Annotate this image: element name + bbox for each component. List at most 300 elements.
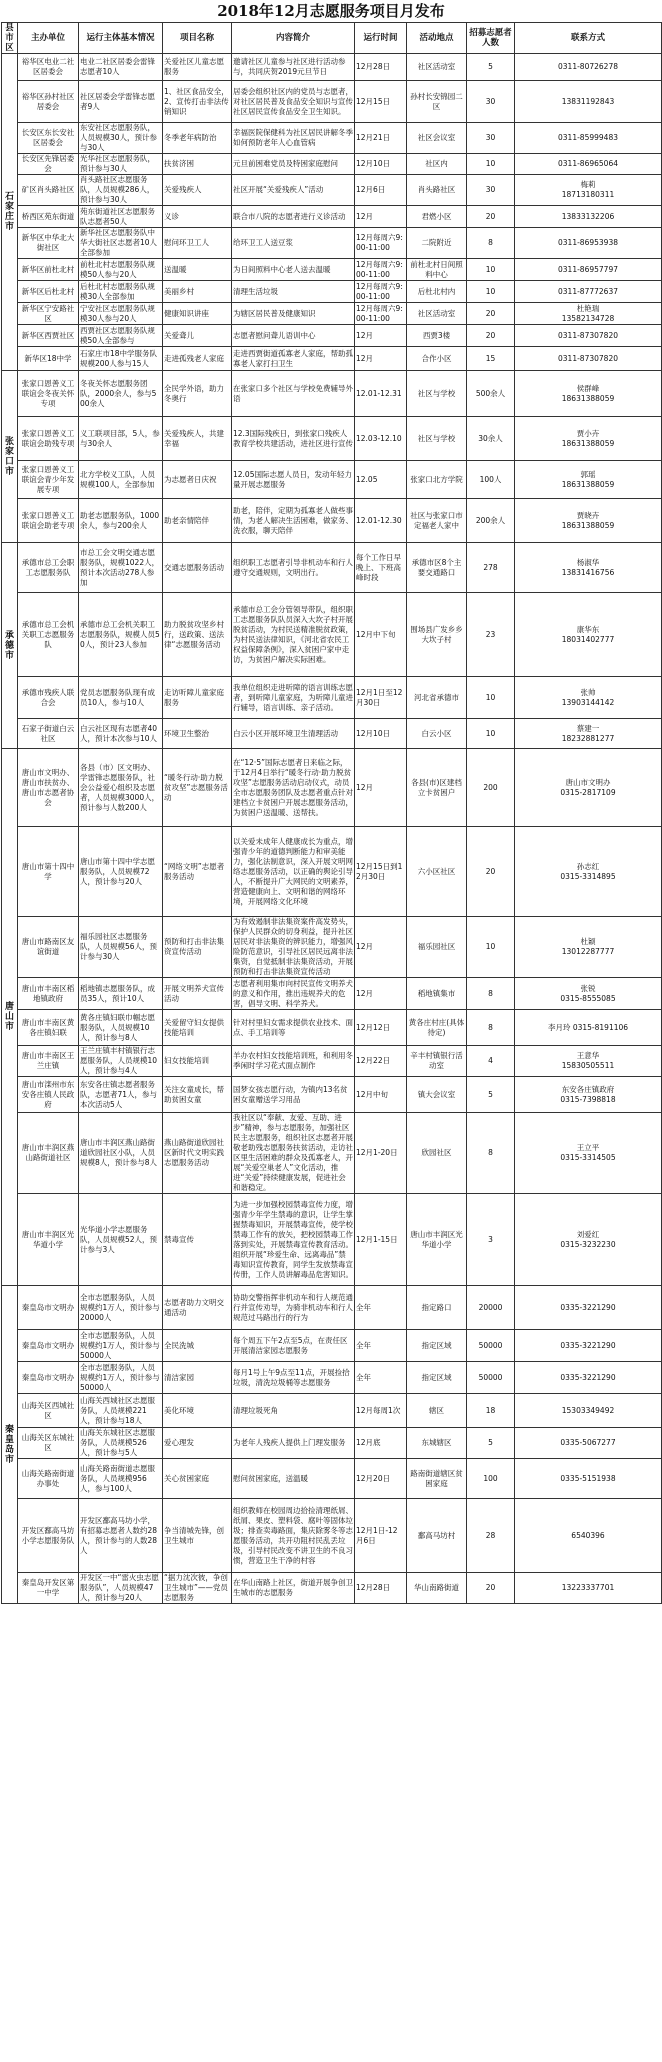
location-cell: 张家口北方学院 [407,461,467,499]
location-cell: 社区与张家口市定福老人家中 [407,499,467,543]
time-cell: 12月1-15日 [355,1194,407,1286]
project-name-cell: 美化环境 [163,1394,232,1428]
contact-cell: 0335-5067277 [515,1428,662,1459]
contact-cell: 0311-85999483 [515,123,662,154]
description-cell: 协助交警指挥非机动车和行人规范通行并宣传劝导，为骑非机动车和行人规范过马路出行的行为 [232,1286,355,1330]
volunteer-count-cell: 20 [467,1573,515,1604]
time-cell: 每个工作日早晚上、下班高峰时段 [355,543,407,593]
time-cell: 全年 [355,1330,407,1362]
operator-cell: 东安社区志愿服务队，人员规模30人，预计参与30人 [79,123,163,154]
table-row [2,1459,662,1499]
organizer-cell: 唐山市文明办、唐山市扶贫办、唐山市志愿者协会 [18,749,79,827]
table-row [2,347,662,371]
project-name-cell: 清洁家园 [163,1362,232,1394]
volunteer-count-cell: 8 [467,1010,515,1046]
table-header-row [2,23,662,54]
contact-cell: 0311-87772637 [515,281,662,303]
description-cell: 居委会组织社区内的党员与志愿者，对社区居民普及食品安全知识与宣传社区居民宣传食品安全卫生知识。 [232,81,355,123]
project-name-cell: 扶贫济困 [163,154,232,175]
organizer-cell: 承德市总工会职工志愿服务队 [18,543,79,593]
operator-cell: 前杜北村志愿服务队规模50人参与20人 [79,259,163,281]
location-cell: 各县(市)区建档立卡贫困户 [407,749,467,827]
contact-cell: 蔡建一 18232881277 [515,719,662,749]
volunteer-count-cell: 200余人 [467,499,515,543]
operator-cell: 王兰庄镇丰村镇银行志愿服务队，人员规模10人，预计参与4人 [79,1046,163,1077]
header-description: 内容简介 [232,23,355,54]
location-cell: 指定区域 [407,1362,467,1394]
table-row [2,1077,662,1113]
operator-cell: 开发区一中“雷火虫志愿服务队”，人员规模47人，预计参与20人 [79,1573,163,1604]
volunteer-count-cell: 10 [467,281,515,303]
district-cell: 石家庄市 [2,54,18,371]
location-cell: 六小区社区 [407,827,467,917]
time-cell: 12月底 [355,1428,407,1459]
time-cell: 12月 [355,749,407,827]
operator-cell: 唐山市丰润区燕山路街道欣园社区小队，人员规模8人，预计参与8人 [79,1113,163,1194]
table-row [2,461,662,499]
description-cell: 每个周五下午2点至5点，在责任区开展清洁家园志愿服务 [232,1330,355,1362]
description-cell: 为日间照料中心老人送去温暖 [232,259,355,281]
organizer-cell: 新华区后杜北村 [18,281,79,303]
description-cell: 幸福医院保健科为社区居民讲解冬季如何预防老年人心血管病 [232,123,355,154]
contact-cell: 东安各庄镇政府 0315-7398818 [515,1077,662,1113]
time-cell: 12月每周1次 [355,1394,407,1428]
table-row [2,1499,662,1573]
organizer-cell: 承德市总工会机关职工志愿服务队 [18,593,79,677]
organizer-cell: 唐山市丰南区稻地镇政府 [18,978,79,1010]
time-cell: 12.01-12.30 [355,499,407,543]
organizer-cell: 承德市残疾人联合会 [18,677,79,719]
project-name-cell: 环境卫生整治 [163,719,232,749]
organizer-cell: 秦皇岛市文明办 [18,1330,79,1362]
location-cell: 华山南路街道 [407,1573,467,1604]
description-cell: 我单位组织走进听障的语言训练志愿者，到听障儿童家庭，为听障儿童进行辅导，语言训练、亲子活动。 [232,677,355,719]
location-cell: 镇大会议室 [407,1077,467,1113]
table-row [2,917,662,978]
volunteer-count-cell: 50000 [467,1330,515,1362]
volunteer-count-cell: 8 [467,228,515,259]
contact-cell: 杜颖 13012287777 [515,917,662,978]
table-row [2,1286,662,1330]
project-name-cell: 关爱聋儿 [163,325,232,347]
time-cell: 12月21日 [355,123,407,154]
header-time: 运行时间 [355,23,407,54]
district-cell: 唐山市 [2,749,18,1286]
organizer-cell: 山海关区西城社区 [18,1394,79,1428]
volunteer-count-cell: 30余人 [467,417,515,461]
description-cell: 在张家口多个社区与学校免费辅导外语 [232,371,355,417]
project-name-cell: 开展文明养犬宣传活动 [163,978,232,1010]
location-cell: 辖区 [407,1394,467,1428]
time-cell: 12月每周六9:00-11:00 [355,259,407,281]
project-name-cell: 关爱社区儿童志愿服务 [163,54,232,81]
organizer-cell: 唐山市丰南区王兰庄镇 [18,1046,79,1077]
contact-cell: 梅莉 18713180311 [515,175,662,206]
description-cell: 邀请社区儿童参与社区进行活动参与，共同庆贺2019元旦节日 [232,54,355,81]
location-cell: 黄各庄村庄(具体待定) [407,1010,467,1046]
time-cell: 12月1-20日 [355,1113,407,1194]
operator-cell: 山海关东城社区志愿服务队，人员规模526人，预计参与5人 [79,1428,163,1459]
volunteer-count-cell: 28 [467,1499,515,1573]
time-cell: 12月12日 [355,1010,407,1046]
table-row [2,303,662,325]
project-name-cell: 健康知识讲座 [163,303,232,325]
volunteer-count-cell: 4 [467,1046,515,1077]
contact-cell: 0335-3221290 [515,1330,662,1362]
table-row [2,1010,662,1046]
contact-cell: 唐山市文明办 0315-2817109 [515,749,662,827]
location-cell: 西贾3楼 [407,325,467,347]
organizer-cell: 秦皇岛开发区第一中学 [18,1573,79,1604]
project-name-cell: 全民学外语，助力冬奥行 [163,371,232,417]
contact-cell: 0311-87307820 [515,325,662,347]
contact-cell: 0311-87307820 [515,347,662,371]
location-cell: 指定路口 [407,1286,467,1330]
location-cell: 肖头路社区 [407,175,467,206]
operator-cell: 肖头路社区志愿服务队，人员规模286人，预计参与30人 [79,175,163,206]
project-name-cell: 为志愿者日庆祝 [163,461,232,499]
operator-cell: 苑东街道社区志愿服务队志愿者50人 [79,206,163,228]
operator-cell: 福乐园社区志愿服务队，人员规模56人，预计参与30人 [79,917,163,978]
volunteer-count-cell: 20 [467,206,515,228]
table-row [2,154,662,175]
table-row [2,1046,662,1077]
location-cell: 河北省承德市 [407,677,467,719]
time-cell: 全年 [355,1362,407,1394]
volunteer-count-cell: 20 [467,827,515,917]
project-name-cell: 1、社区食品安全，2、宣传打击非法传销知识 [163,81,232,123]
table-row [2,259,662,281]
header-district: 县市区 [2,23,18,54]
volunteer-count-cell: 5 [467,1077,515,1113]
organizer-cell: 秦皇岛市文明办 [18,1362,79,1394]
operator-cell: 光华道小学志愿服务队，人员规模52人，预计参与3人 [79,1194,163,1286]
location-cell: 社区与学校 [407,371,467,417]
header-project-name: 项目名称 [163,23,232,54]
description-cell: 国梦女孩志愿行动，为镇内13名贫困女童赠送学习用品 [232,1077,355,1113]
volunteer-count-cell: 18 [467,1394,515,1428]
description-cell: 联合市八院的志愿者进行义诊活动 [232,206,355,228]
organizer-cell: 长安区先锋居委会 [18,154,79,175]
operator-cell: 全市志愿服务队，人员规模约1万人，预计参与20000人 [79,1286,163,1330]
organizer-cell: 长安区东长安社区居委会 [18,123,79,154]
description-cell: 组织教师在校园周边拾捡清理纸屑、纸屑、果皮、塑料袋、腐叶等固体垃圾；排查卖毒路面，集庆除雾冬等志愿服务活动，共开功阻村民乱丢垃圾，引导村民改变不讲卫生的不良习惯，营造卫生干净的村容 [232,1499,355,1573]
table-row [2,54,662,81]
table-row [2,1428,662,1459]
contact-cell: 孙志红 0315-3314895 [515,827,662,917]
table-row [2,677,662,719]
location-cell: 社区会议室 [407,123,467,154]
project-name-cell: “暖冬行动·助力脱贫攻坚”志愿服务活动 [163,749,232,827]
time-cell: 12月20日 [355,1459,407,1499]
organizer-cell: 桥西区苑东街道 [18,206,79,228]
location-cell: 指定区域 [407,1330,467,1362]
contact-cell: 15303349492 [515,1394,662,1428]
page-title: 2018年12月志愿服务项目月发布 [217,2,445,20]
operator-cell: 后杜北村志愿服务队规模30人全部参加 [79,281,163,303]
description-cell: 清理生活垃圾 [232,281,355,303]
volunteer-count-cell: 278 [467,543,515,593]
description-cell: 承德市总工会分管领导带队，组织职工志愿服务队队员深入大坎子村开展脱贫活动，为村民送精准脱贫政策，为村民送法律知识，《河北省农民工权益保障条例》，深入贫困户家中走访，为贫困户解决实际困难。 [232,593,355,677]
description-cell: 为有效遏制非法集资案件高发势头，保护人民群众的切身利益，提升社区居民对非法集资的辨识能力，增强风险防范意识，引导社区居民远离非法集资，自觉抵制非法集资活动，开展预防和打击非法集资宣传活动 [233,917,353,976]
contact-cell: 杜艳瑞 13582134728 [515,303,662,325]
contact-cell: 6540396 [515,1499,662,1573]
operator-cell: 助老志愿服务队，1000余人，参与200余人 [79,499,163,543]
project-name-cell: 美丽乡村 [163,281,232,303]
location-cell: 二院附近 [407,228,467,259]
operator-cell: 新华社区志愿服务队中华大街社区志愿者10人全部参加 [79,228,163,259]
operator-cell: 社区居委会学雷锋志愿者9人 [79,81,163,123]
organizer-cell: 张家口恩善义工联谊会冬夜关怀专项 [18,371,79,417]
description-cell: 组织职工志愿者引导非机动车和行人遵守交通规则，文明出行。 [232,543,355,593]
description-cell: 慰问贫困家庭，送温暖 [232,1459,355,1499]
table-row [2,325,662,347]
description-cell: 清理垃圾死角 [232,1394,355,1428]
location-cell: 合作小区 [407,347,467,371]
description-cell: 每月1号上午9点至11点，开展捡拾垃圾，清洗垃圾桶等志愿服务 [232,1362,355,1394]
description-cell: 走进西贾街道孤寡老人家庭，帮助孤寡老人家打扫卫生 [232,347,355,371]
table-row [2,499,662,543]
time-cell: 12.01-12.31 [355,371,407,417]
operator-cell: 石家庄市18中学服务队规模200人参与15人 [79,347,163,371]
project-name-cell: 燕山路街道欣园社区新时代文明实践志愿服务活动 [163,1113,232,1194]
volunteer-count-cell: 5 [467,1428,515,1459]
operator-cell: 黄各庄镇妇联巾帼志愿服务队，人员规模10人，预计参与8人 [79,1010,163,1046]
description-cell: 12.05国际志愿人员日，发动年轻力量开展志愿服务 [232,461,355,499]
time-cell: 12月1日-12月6日 [355,1499,407,1573]
organizer-cell: 唐山市第十四中学 [18,827,79,917]
location-cell: 稻地镇集市 [407,978,467,1010]
operator-cell: 西贾社区志愿服务队规模50人全部参与 [79,325,163,347]
location-cell: 白云小区 [407,719,467,749]
description-cell: 为老年人残疾人提供上门理发服务 [232,1428,355,1459]
organizer-cell: 唐山市丰润区光华道小学 [18,1194,79,1286]
project-name-cell: 关爱残疾人，共建幸福 [163,417,232,461]
volunteer-count-cell: 10 [467,259,515,281]
operator-cell: 白云社区现有志愿者40人，预计本次参与10人 [79,719,163,749]
operator-cell: 电业二社区居委会雷锋志愿者10人 [79,54,163,81]
contact-cell: 贾晓卉 18631388059 [515,499,662,543]
time-cell: 12月每周六9:00-11:00 [355,281,407,303]
contact-cell: 李月玲 0315-8191106 [515,1010,662,1046]
table-row [2,593,662,677]
contact-cell: 王立平 0315-3314505 [515,1113,662,1194]
description-cell: 在“12·5”国际志愿者日来临之际，于12月4日举行“暖冬行动·助力脱贫攻坚”志愿服务活动启动仪式，动员全市志愿服务团队及志愿者重点针对建档立卡贫困户开展志愿服务活动，为贫困户送温暖、送帮扶。 [232,749,355,827]
volunteer-count-cell: 30 [467,123,515,154]
location-cell: 路南街道辖区贫困家庭 [407,1459,467,1499]
contact-cell: 13831192843 [515,81,662,123]
contact-cell: 王意华 15830505511 [515,1046,662,1077]
time-cell: 12月10日 [355,154,407,175]
table-row [2,417,662,461]
volunteer-count-cell: 15 [467,347,515,371]
volunteer-count-cell: 3 [467,1194,515,1286]
header-contact: 联系方式 [515,23,662,54]
operator-cell: 开发区鄱高马坊小学，有招募志愿者人数约28人，预计参与的人数28人 [79,1499,163,1573]
operator-cell: 宁安社区志愿服务队规模30人参与20人 [79,303,163,325]
organizer-cell: 唐山市丰润区燕山路街道社区 [18,1113,79,1194]
project-name-cell: “网络文明”志愿者服务活动 [163,827,232,917]
location-cell: 社区与学校 [407,417,467,461]
operator-cell: 义工联项目部，5人，参与30余人 [79,417,163,461]
time-cell: 12月 [355,206,407,228]
volunteer-count-cell: 500余人 [467,371,515,417]
project-name-cell: 爱心理发 [163,1428,232,1459]
description-cell: 以关爱未成年人健康成长为重点，增强青少年的道德判断能力和审美能力，强化法制意识，深入开展文明网络志愿服务活动，以正确的舆论引导人，不断提升广大网民的文明素养，营造健康向上、文明和谐的网络环境，开展网络文化环境 [232,827,355,917]
contact-cell: 杨淑华 13831416756 [515,543,662,593]
header-operator: 运行主体基本情况 [79,23,163,54]
time-cell: 12月 [355,325,407,347]
volunteer-count-cell: 10 [467,677,515,719]
operator-cell: 山海关路南街道志愿服务队，人员规模956人，参与100人 [79,1459,163,1499]
location-cell: 鄱高马坊村 [407,1499,467,1573]
district-cell: 秦皇岛市 [2,1286,18,1604]
contact-cell: 0311-86965064 [515,154,662,175]
table-row [2,175,662,206]
table-row [2,543,662,593]
location-cell: 承德市区8个主要交通路口 [407,543,467,593]
contact-cell: 刘爱红 0315-3232230 [515,1194,662,1286]
organizer-cell: 裕华区孙村社区居委会 [18,81,79,123]
organizer-cell: 新华区宁安路社区 [18,303,79,325]
description-cell: 白云小区开展环境卫生清理活动 [232,719,355,749]
time-cell: 全年 [355,1286,407,1330]
table-row [2,1362,662,1394]
location-cell: 君燃小区 [407,206,467,228]
location-cell: 社区内 [407,154,467,175]
time-cell: 12月28日 [355,54,407,81]
project-name-cell: 关爱留守妇女提供技能培训 [163,1010,232,1046]
location-cell: 前杜北村日间照料中心 [407,259,467,281]
time-cell: 12月每周六9:00-11:00 [355,228,407,259]
location-cell: 后杜北村内 [407,281,467,303]
volunteer-count-cell: 10 [467,719,515,749]
operator-cell: 承德市总工会机关职工志愿服务队，规模人员50人，预计23人参加 [79,593,163,677]
organizer-cell: 新华区18中学 [18,347,79,371]
description-cell: 为辖区居民普及健康知识 [232,303,355,325]
table-row [2,81,662,123]
organizer-cell: 新华区中华北大街社区 [18,228,79,259]
project-name-cell: 义诊 [163,206,232,228]
description-cell: 12.3国际残疾日，到张家口残疾人教育学校共建活动，进社区进行宣传 [232,417,355,461]
volunteer-count-cell: 30 [467,175,515,206]
contact-cell: 0311-86957797 [515,259,662,281]
table-row [2,281,662,303]
volunteer-count-cell: 20000 [467,1286,515,1330]
location-cell: 福乐园社区 [407,917,467,978]
project-name-cell: 争当清城先锋，创卫生城市 [163,1499,232,1573]
project-name-cell: 冬季老年病防治 [163,123,232,154]
table-row [2,719,662,749]
volunteer-count-cell: 100 [467,1459,515,1499]
project-name-cell: 送温暖 [163,259,232,281]
location-cell: 围场县广发乡乡大坎子村 [407,593,467,677]
volunteer-count-cell: 23 [467,593,515,677]
description-cell: 针对村里妇女需求提供农业技术、面点、手工培训等 [232,1010,355,1046]
table-row [2,1113,662,1194]
header-location: 活动地点 [407,23,467,54]
project-name-cell: 志愿者助力文明交通活动 [163,1286,232,1330]
location-cell: 孙村长安锦园二区 [407,81,467,123]
time-cell: 12月1日至12月30日 [355,677,407,719]
project-name-cell: 妇女技能培训 [163,1046,232,1077]
contact-cell: 0311-86953938 [515,228,662,259]
table-row [2,1330,662,1362]
volunteer-count-cell: 20 [467,325,515,347]
project-name-cell: 关心贫困家庭 [163,1459,232,1499]
volunteer-count-cell: 10 [467,154,515,175]
project-name-cell: 慰问环卫工人 [163,228,232,259]
volunteer-count-cell: 100人 [467,461,515,499]
volunteer-count-cell: 50000 [467,1362,515,1394]
time-cell: 12.03-12.10 [355,417,407,461]
contact-cell: 康华东 18031402777 [515,593,662,677]
operator-cell: 各县（市）区文明办、学雷锋志愿服务队，社会公益爱心组织及志愿者，人员规模3000人，预计参与人数200人 [79,749,163,827]
organizer-cell: 矿区肖头路社区 [18,175,79,206]
district-cell: 承德市 [2,543,18,749]
organizer-cell: 张家口恩善义工联谊会助老专项 [18,499,79,543]
operator-cell: 党员志愿服务队现有成员10人，参与10人 [79,677,163,719]
organizer-cell: 唐山市滦州市东安各庄镇人民政府 [18,1077,79,1113]
contact-cell: 0335-3221290 [515,1286,662,1330]
contact-cell: 张锐 0315-8555085 [515,978,662,1010]
organizer-cell: 山海关区东城社区 [18,1428,79,1459]
location-cell: 欣园社区 [407,1113,467,1194]
organizer-cell: 张家口恩善义工联谊会青少年发展专项 [18,461,79,499]
location-cell: 辛丰村镇银行活动室 [407,1046,467,1077]
project-name-cell: 助老亲情陪伴 [163,499,232,543]
organizer-cell: 秦皇岛市文明办 [18,1286,79,1330]
operator-cell: 唐山市第十四中学志愿服务队，人员规模72人，预计参与20人 [79,827,163,917]
time-cell: 12月每周六9:00-11:00 [355,303,407,325]
volunteer-count-cell: 200 [467,749,515,827]
project-name-cell: 全民洗城 [163,1330,232,1362]
organizer-cell: 唐山市丰南区黄各庄镇妇联 [18,1010,79,1046]
organizer-cell: 唐山市路南区友谊街道 [18,917,79,978]
description-cell: 社区开展“关爱残疾人”活动 [232,175,355,206]
organizer-cell: 张家口恩善义工联谊会助残专项 [18,417,79,461]
operator-cell: 全市志愿服务队，人员规模约1万人，预计参与50000人 [79,1330,163,1362]
time-cell: 12月22日 [355,1046,407,1077]
organizer-cell: 山海关路南街道办事处 [18,1459,79,1499]
volunteer-count-cell: 20 [467,303,515,325]
description-cell: 羊办农村妇女技能培训班，和利用冬季闲时学习花式面点制作 [232,1046,355,1077]
time-cell: 12月中下旬 [355,593,407,677]
time-cell: 12月28日 [355,1573,407,1604]
time-cell: 12月10日 [355,719,407,749]
table-body [2,54,662,1604]
location-cell: 社区活动室 [407,54,467,81]
volunteer-count-cell: 8 [467,978,515,1010]
contact-cell: 侯群峰 18631388059 [515,371,662,417]
contact-cell: 13223337701 [515,1573,662,1604]
location-cell: 社区活动室 [407,303,467,325]
project-name-cell: 助力脱贫攻坚乡村行，送政策、送法律“志愿服务活动 [163,593,232,677]
time-cell: 12月中旬 [355,1077,407,1113]
description-cell: 我社区以“奉献、友爱、互助、进步”精神，参与志愿服务，加强社区民主志愿服务，组织社区志愿者开展敬老助残志愿服务扶贫活动，走访社区里生活困难的群众及孤寡老人，开展“关爱空巢老人”文化活动，推进“关爱”持续健康发展，促进社会和谐稳定。 [233,1113,353,1192]
operator-cell: 市总工会文明交通志愿服务队，规模1022人，预计本次活动278人参加 [79,543,163,593]
header-organizer: 主办单位 [18,23,79,54]
project-name-cell: 禁毒宣传 [163,1194,232,1286]
table-row [2,1573,662,1604]
time-cell: 12月 [355,978,407,1010]
time-cell: 12月 [355,347,407,371]
time-cell: 12月15日 [355,81,407,123]
volunteer-count-cell: 10 [467,917,515,978]
time-cell: 12月15日到12月30日 [355,827,407,917]
description-cell: 志愿者利用集市向村民宣传文明养犬的意义和作用，推出违规养犬的危害，倡导文明、科学养犬。 [233,978,353,1008]
operator-cell: 光华社区志愿服务队，预计参与30人 [79,154,163,175]
